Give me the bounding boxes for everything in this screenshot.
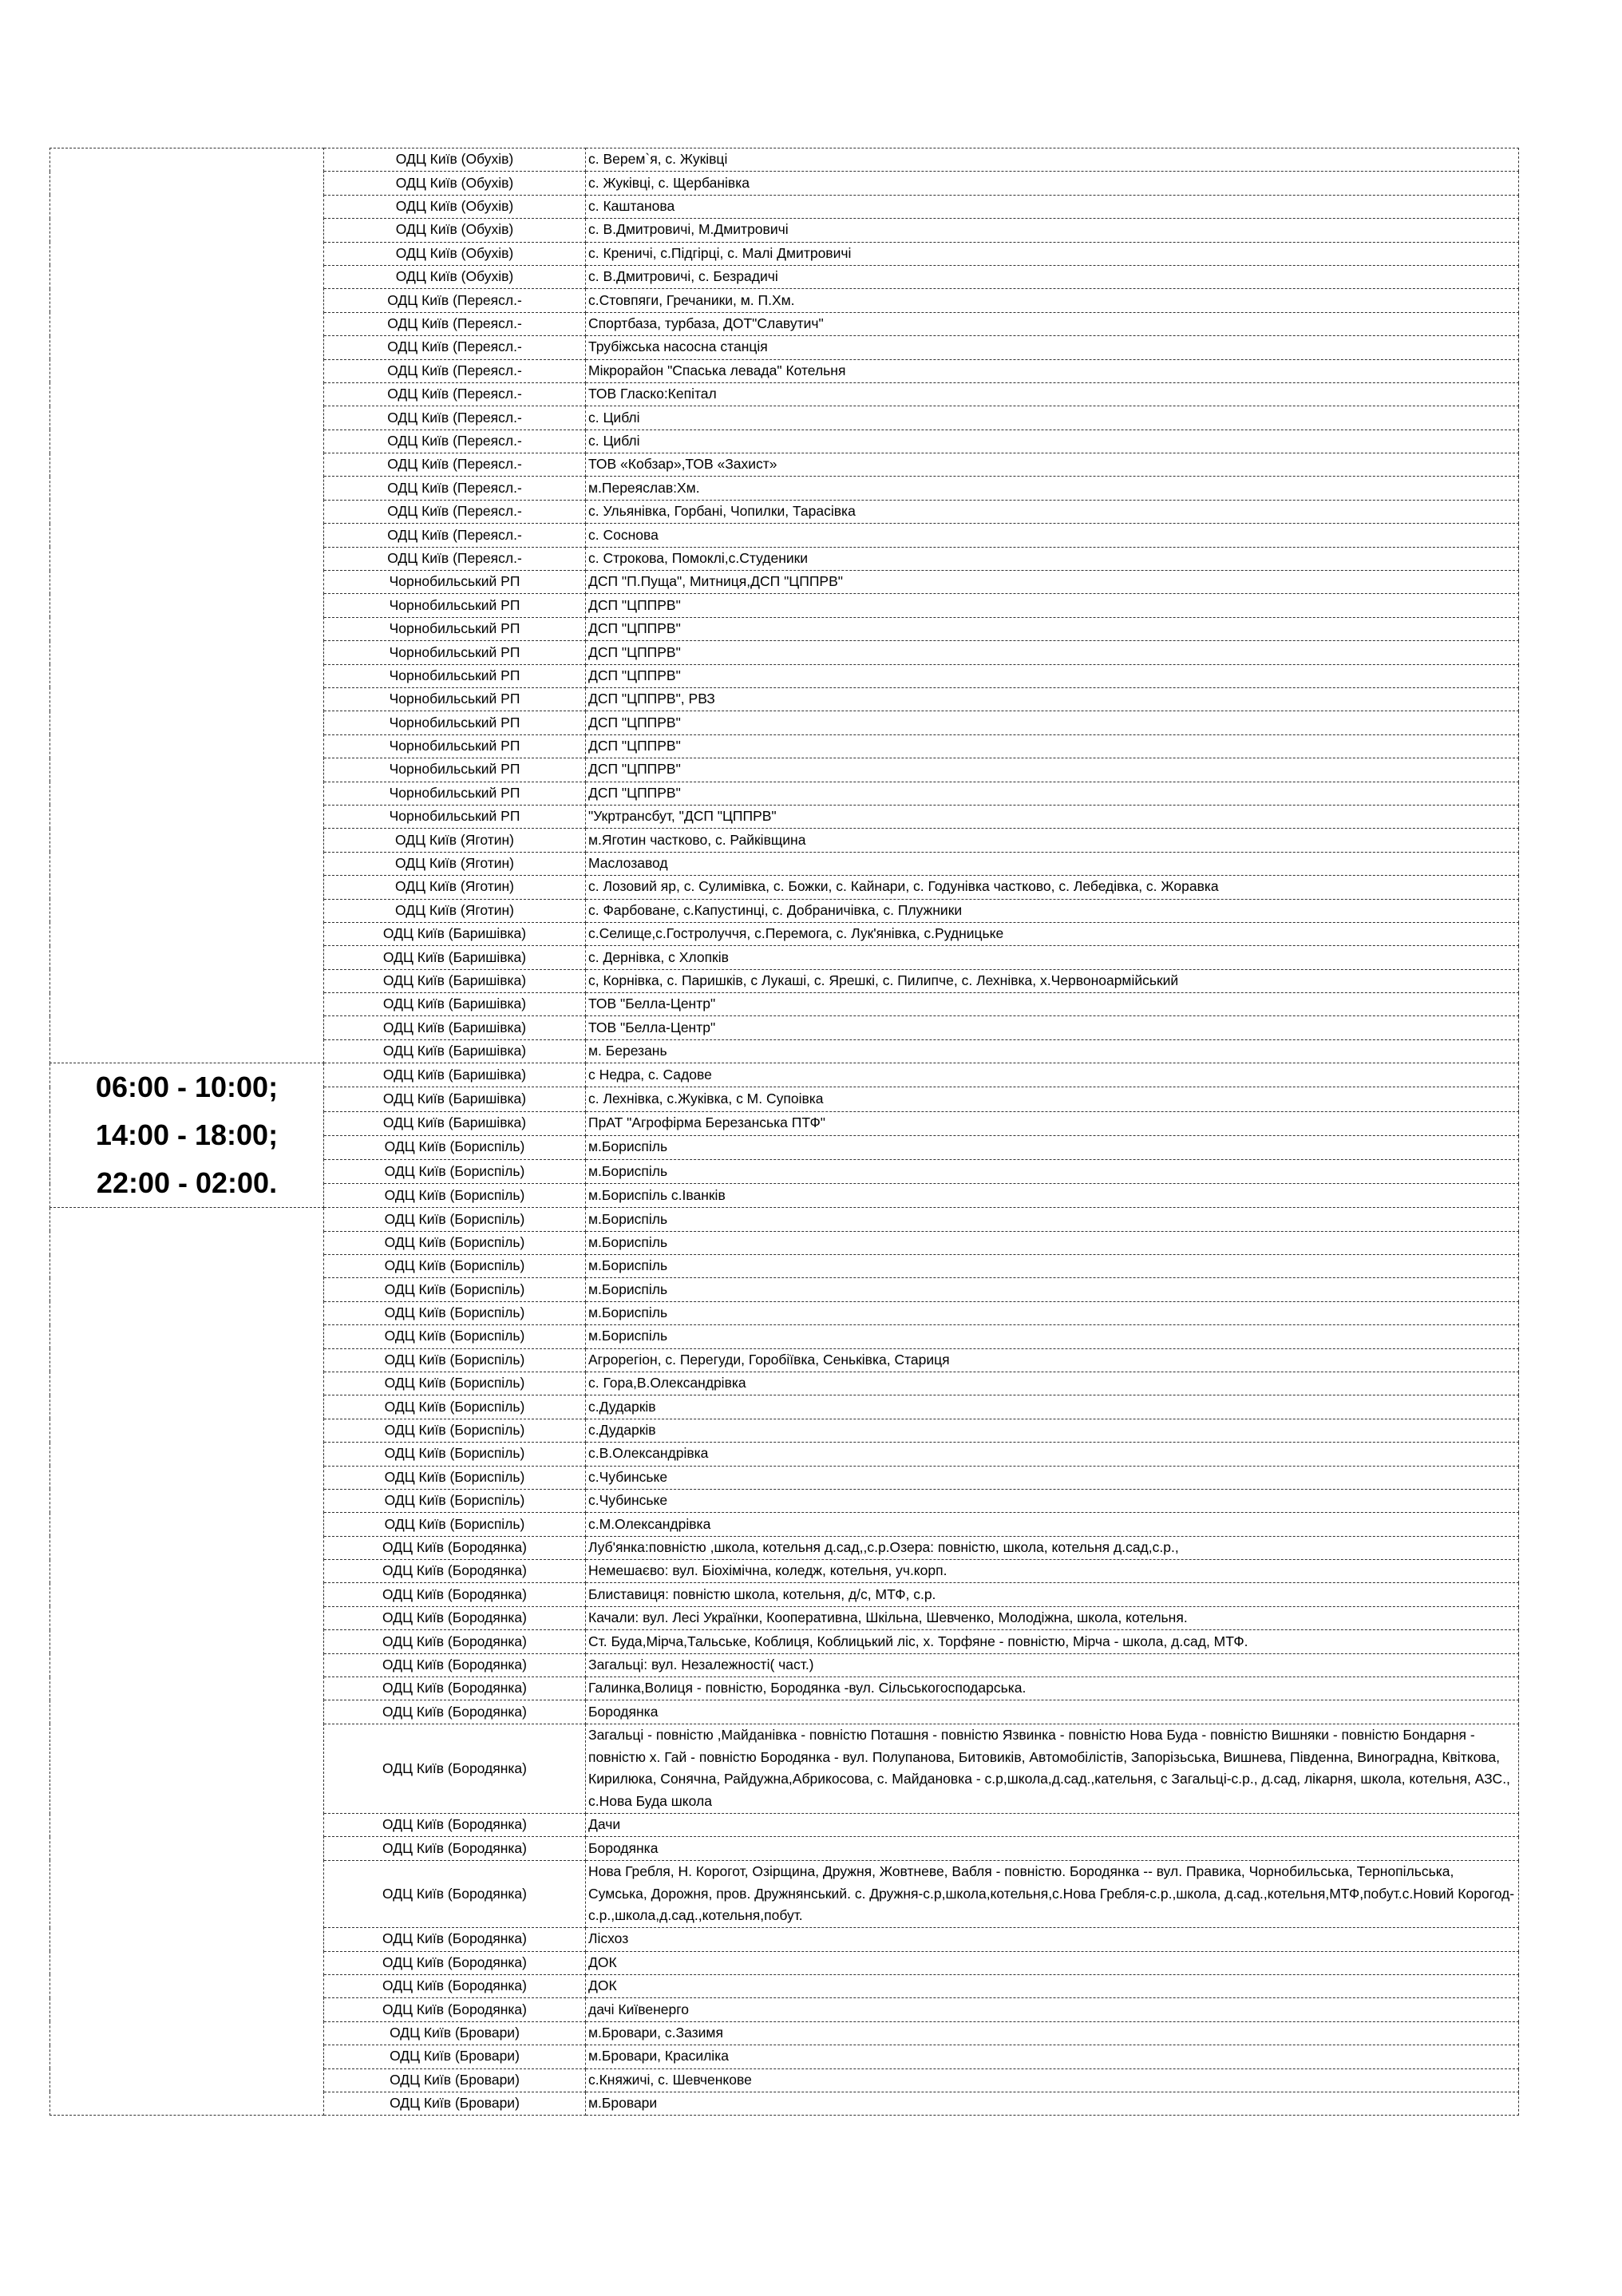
area-cell: с. Соснова bbox=[586, 524, 1519, 547]
area-cell: с.Дударків bbox=[586, 1395, 1519, 1419]
operator-cell: ОДЦ Київ (Переясл.- bbox=[324, 406, 586, 430]
area-cell: м.Бориспіль bbox=[586, 1231, 1519, 1254]
time-slot-blank-cell bbox=[50, 148, 324, 1063]
area-cell: с. Циблі bbox=[586, 430, 1519, 453]
area-cell: Галинка,Волиця - повністю, Бородянка -вул. Сільськогосподарська. bbox=[586, 1677, 1519, 1700]
operator-cell: ОДЦ Київ (Бородянка) bbox=[324, 1724, 586, 1813]
operator-cell: ОДЦ Київ (Баришівка) bbox=[324, 922, 586, 945]
operator-cell: ОДЦ Київ (Переясл.- bbox=[324, 289, 586, 312]
area-cell: с. Лозовий яр, с. Сулимівка, с. Божки, с. Кайнари, с. Годунівка частково, с. Лебедівка, с. Жоравка bbox=[586, 876, 1519, 899]
operator-cell: ОДЦ Київ (Бориспіль) bbox=[324, 1135, 586, 1159]
area-cell: Бородянка bbox=[586, 1837, 1519, 1860]
area-cell: с Недра, с. Садове bbox=[586, 1063, 1519, 1087]
area-cell: с.Княжичі, с. Шевченкове bbox=[586, 2068, 1519, 2092]
operator-cell: ОДЦ Київ (Переясл.- bbox=[324, 524, 586, 547]
operator-cell: ОДЦ Київ (Баришівка) bbox=[324, 993, 586, 1016]
operator-cell: ОДЦ Київ (Переясл.- bbox=[324, 312, 586, 335]
area-cell: ДСП "ЦППРВ" bbox=[586, 664, 1519, 687]
time-slot: 06:00 - 10:00; bbox=[95, 1071, 279, 1104]
area-cell: с. Креничі, с.Підгірці, с. Малі Дмитровичі bbox=[586, 242, 1519, 265]
operator-cell: ОДЦ Київ (Переясл.- bbox=[324, 430, 586, 453]
area-cell: м.Бровари bbox=[586, 2092, 1519, 2115]
operator-cell: ОДЦ Київ (Баришівка) bbox=[324, 1039, 586, 1063]
area-cell: Спортбаза, турбаза, ДОТ"Славутич" bbox=[586, 312, 1519, 335]
area-cell: с.Чубинське bbox=[586, 1489, 1519, 1512]
area-cell: ПрАТ "Агрофірма Березанська ПТФ" bbox=[586, 1111, 1519, 1135]
area-cell: м.Бровари, с.Зазимя bbox=[586, 2021, 1519, 2045]
operator-cell: ОДЦ Київ (Бориспіль) bbox=[324, 1301, 586, 1324]
area-cell: ДСП "П.Пуща", Митниця,ДСП "ЦППРВ" bbox=[586, 571, 1519, 594]
operator-cell: Чорнобильський РП bbox=[324, 594, 586, 617]
operator-cell: ОДЦ Київ (Бородянка) bbox=[324, 1837, 586, 1860]
area-cell: с.В.Олександрівка bbox=[586, 1443, 1519, 1466]
operator-cell: ОДЦ Київ (Бородянка) bbox=[324, 1653, 586, 1676]
time-slot: 22:00 - 02:00. bbox=[96, 1166, 278, 1200]
time-slot-cell bbox=[50, 1063, 324, 1208]
operator-cell: Чорнобильський РП bbox=[324, 758, 586, 782]
area-cell: Загальці: вул. Незалежності( част.) bbox=[586, 1653, 1519, 1676]
area-cell: с.Дударків bbox=[586, 1419, 1519, 1442]
operator-cell: ОДЦ Київ (Переясл.- bbox=[324, 453, 586, 477]
operator-cell: ОДЦ Київ (Бориспіль) bbox=[324, 1466, 586, 1489]
area-cell: м.Бориспіль bbox=[586, 1278, 1519, 1301]
schedule-body bbox=[50, 148, 1519, 2116]
operator-cell: ОДЦ Київ (Бориспіль) bbox=[324, 1278, 586, 1301]
area-cell: Немешаєво: вул. Біохімічна, коледж, котельня, уч.корп. bbox=[586, 1560, 1519, 1583]
operator-cell: ОДЦ Київ (Бориспіль) bbox=[324, 1419, 586, 1442]
area-cell: Маслозавод bbox=[586, 852, 1519, 875]
area-cell: ДСП "ЦППРВ", РВЗ bbox=[586, 687, 1519, 711]
operator-cell: Чорнобильський РП bbox=[324, 687, 586, 711]
area-cell: ТОВ «Кобзар»,ТОВ «Захист» bbox=[586, 453, 1519, 477]
operator-cell: ОДЦ Київ (Бородянка) bbox=[324, 1583, 586, 1606]
operator-cell: ОДЦ Київ (Яготин) bbox=[324, 829, 586, 852]
operator-cell: ОДЦ Київ (Баришівка) bbox=[324, 1111, 586, 1135]
operator-cell: ОДЦ Київ (Баришівка) bbox=[324, 1087, 586, 1111]
area-cell: с. Гора,В.Олександрівка bbox=[586, 1372, 1519, 1395]
area-cell: ДСП "ЦППРВ" bbox=[586, 617, 1519, 640]
operator-cell: ОДЦ Київ (Переясл.- bbox=[324, 336, 586, 359]
area-cell: ДОК bbox=[586, 1951, 1519, 1974]
area-cell: Мікрорайон "Спаська левада" Котельня bbox=[586, 359, 1519, 382]
operator-cell: Чорнобильський РП bbox=[324, 782, 586, 805]
area-cell: ДСП "ЦППРВ" bbox=[586, 758, 1519, 782]
area-cell: Луб'янка:повністю ,школа, котельня д.сад,,с.р.Озера: повністю, школа, котельня д.сад,с.р., bbox=[586, 1536, 1519, 1559]
operator-cell: ОДЦ Київ (Бориспіль) bbox=[324, 1231, 586, 1254]
area-cell: с. Ульянівка, Горбані, Чопилки, Тарасівка bbox=[586, 500, 1519, 523]
schedule-row bbox=[50, 148, 1519, 172]
operator-cell: ОДЦ Київ (Обухів) bbox=[324, 172, 586, 195]
time-slot-blank-cell bbox=[50, 1208, 324, 2116]
operator-cell: ОДЦ Київ (Переясл.- bbox=[324, 359, 586, 382]
area-cell: с. Строкова, Помоклі,с.Студеники bbox=[586, 547, 1519, 570]
area-cell: Лісхоз bbox=[586, 1928, 1519, 1951]
area-cell: с. В.Дмитровичі, М.Дмитровичі bbox=[586, 219, 1519, 242]
operator-cell: ОДЦ Київ (Баришівка) bbox=[324, 969, 586, 992]
area-cell: с. Лехнівка, с.Жуківка, с М. Супоівка bbox=[586, 1087, 1519, 1111]
operator-cell: ОДЦ Київ (Баришівка) bbox=[324, 1016, 586, 1039]
operator-cell: ОДЦ Київ (Яготин) bbox=[324, 899, 586, 922]
operator-cell: ОДЦ Київ (Бориспіль) bbox=[324, 1395, 586, 1419]
area-cell: м.Бориспіль bbox=[586, 1208, 1519, 1231]
area-cell: м.Бориспіль bbox=[586, 1301, 1519, 1324]
area-cell: м.Бровари, Красиліка bbox=[586, 2045, 1519, 2068]
operator-cell: ОДЦ Київ (Яготин) bbox=[324, 876, 586, 899]
operator-cell: ОДЦ Київ (Баришівка) bbox=[324, 946, 586, 969]
area-cell: ДСП "ЦППРВ" bbox=[586, 711, 1519, 734]
operator-cell: ОДЦ Київ (Бородянка) bbox=[324, 1606, 586, 1629]
area-cell: с.Стовпяги, Гречаники, м. П.Хм. bbox=[586, 289, 1519, 312]
area-cell: Блиставиця: повністю школа, котельня, д/с, МТФ, с.р. bbox=[586, 1583, 1519, 1606]
operator-cell: ОДЦ Київ (Бородянка) bbox=[324, 1700, 586, 1724]
operator-cell: ОДЦ Київ (Бориспіль) bbox=[324, 1372, 586, 1395]
operator-cell: ОДЦ Київ (Бородянка) bbox=[324, 1814, 586, 1837]
area-cell: ТОВ Гласко:Кепітал bbox=[586, 382, 1519, 406]
operator-cell: Чорнобильський РП bbox=[324, 711, 586, 734]
area-cell: м.Бориспіль bbox=[586, 1135, 1519, 1159]
area-cell: Дачи bbox=[586, 1814, 1519, 1837]
operator-cell: Чорнобильський РП bbox=[324, 641, 586, 664]
area-cell: Нова Гребля, Н. Корогот, Озірщина, Дружня, Жовтневе, Вабля - повністю. Бородянка -- вул. Правика, Чорнобильська, Тернопільська, Сумська, Дорожня, пров. Дружнянський. с. Дружня-с.р,школа,котельня,с.Нова Гребля-с.р.,школа, д.сад.,котельня,МТФ,побут.с.Новий Корогод-с.р.,школа,д.сад.,котельня,побут. bbox=[586, 1860, 1519, 1927]
operator-cell: ОДЦ Київ (Бородянка) bbox=[324, 1998, 586, 2021]
operator-cell: ОДЦ Київ (Переясл.- bbox=[324, 500, 586, 523]
operator-cell: ОДЦ Київ (Бориспіль) bbox=[324, 1489, 586, 1512]
area-cell: ДСП "ЦППРВ" bbox=[586, 641, 1519, 664]
operator-cell: ОДЦ Київ (Бородянка) bbox=[324, 1630, 586, 1653]
operator-cell: ОДЦ Київ (Бориспіль) bbox=[324, 1159, 586, 1183]
time-slot: 14:00 - 18:00; bbox=[95, 1118, 279, 1152]
operator-cell: ОДЦ Київ (Переясл.- bbox=[324, 382, 586, 406]
area-cell: м.Яготин частково, с. Райківщина bbox=[586, 829, 1519, 852]
operator-cell: ОДЦ Київ (Бориспіль) bbox=[324, 1255, 586, 1278]
operator-cell: ОДЦ Київ (Бровари) bbox=[324, 2045, 586, 2068]
area-cell: м.Бориспіль bbox=[586, 1159, 1519, 1183]
area-cell: м.Бориспіль bbox=[586, 1255, 1519, 1278]
operator-cell: ОДЦ Київ (Обухів) bbox=[324, 265, 586, 288]
operator-cell: Чорнобильський РП bbox=[324, 664, 586, 687]
operator-cell: ОДЦ Київ (Бориспіль) bbox=[324, 1325, 586, 1348]
area-cell: Трубіжська насосна станція bbox=[586, 336, 1519, 359]
area-cell: с.Селище,с.Гостролуччя, с.Перемога, с. Лук'янівка, с.Рудницьке bbox=[586, 922, 1519, 945]
operator-cell: Чорнобильський РП bbox=[324, 805, 586, 828]
area-cell: "Укртрансбут, "ДСП "ЦППРВ" bbox=[586, 805, 1519, 828]
operator-cell: ОДЦ Київ (Бородянка) bbox=[324, 1928, 586, 1951]
area-cell: Загальці - повністю ,Майданівка - повністю Поташня - повністю Язвинка - повністю Нова Буда - повністю Вишняки - повністю Бондарня - повністю х. Гай - повністю Бородянка - вул. Полупанова, Битовиків, Автомобілістів, Запорізьська, Вишнева, Південна, Виноградна, Квіткова, Кирилюка, Сонячна, Райдужна,Абрикосова, с. Майдановка - с.р,школа,д.сад.,кательня, с Загальці-с.р., д.сад, лікарня, школа, котельня, АЗС., с.Нова Буда школа bbox=[586, 1724, 1519, 1813]
operator-cell: ОДЦ Київ (Бородянка) bbox=[324, 1677, 586, 1700]
operator-cell: ОДЦ Київ (Бориспіль) bbox=[324, 1513, 586, 1536]
area-cell: с. В.Дмитровичі, с. Безрадичі bbox=[586, 265, 1519, 288]
operator-cell: ОДЦ Київ (Бородянка) bbox=[324, 1860, 586, 1927]
area-cell: м. Березань bbox=[586, 1039, 1519, 1063]
operator-cell: ОДЦ Київ (Баришівка) bbox=[324, 1063, 586, 1087]
area-cell: м.Переяслав:Хм. bbox=[586, 477, 1519, 500]
area-cell: Ст. Буда,Мірча,Тальське, Коблиця, Коблицький ліс, х. Торфяне - повністю, Мірча - школа, д.сад, МТФ. bbox=[586, 1630, 1519, 1653]
area-cell: с.Чубинське bbox=[586, 1466, 1519, 1489]
operator-cell: ОДЦ Київ (Бориспіль) bbox=[324, 1184, 586, 1208]
operator-cell: ОДЦ Київ (Обухів) bbox=[324, 148, 586, 172]
operator-cell: ОДЦ Київ (Обухів) bbox=[324, 242, 586, 265]
operator-cell: ОДЦ Київ (Бориспіль) bbox=[324, 1208, 586, 1231]
operator-cell: ОДЦ Київ (Бородянка) bbox=[324, 1560, 586, 1583]
area-cell: Качали: вул. Лесі Українки, Кооперативна, Шкільна, Шевченко, Молодіжна, школа, котельня. bbox=[586, 1606, 1519, 1629]
area-cell: м.Бориспіль с.Іванків bbox=[586, 1184, 1519, 1208]
operator-cell: Чорнобильський РП bbox=[324, 734, 586, 758]
area-cell: с. Каштанова bbox=[586, 195, 1519, 218]
operator-cell: ОДЦ Київ (Бородянка) bbox=[324, 1536, 586, 1559]
operator-cell: ОДЦ Київ (Обухів) bbox=[324, 219, 586, 242]
outage-schedule-table bbox=[49, 148, 1519, 2116]
area-cell: ТОВ "Белла-Центр" bbox=[586, 1016, 1519, 1039]
area-cell: с, Корнівка, с. Паришків, с Лукаші, с. Ярешкі, с. Пилипче, с. Лехнівка, х.Червоноармійський bbox=[586, 969, 1519, 992]
area-cell: с. Фарбоване, с.Капустинці, с. Добраничівка, с. Плужники bbox=[586, 899, 1519, 922]
area-cell: Бородянка bbox=[586, 1700, 1519, 1724]
area-cell: с. Верем`я, с. Жуківці bbox=[586, 148, 1519, 172]
area-cell: с.М.Олександрівка bbox=[586, 1513, 1519, 1536]
area-cell: ДСП "ЦППРВ" bbox=[586, 734, 1519, 758]
area-cell: с. Циблі bbox=[586, 406, 1519, 430]
area-cell: с. Жуківці, с. Щербанівка bbox=[586, 172, 1519, 195]
operator-cell: ОДЦ Київ (Бориспіль) bbox=[324, 1348, 586, 1372]
operator-cell: ОДЦ Київ (Переясл.- bbox=[324, 547, 586, 570]
operator-cell: ОДЦ Київ (Бородянка) bbox=[324, 1974, 586, 1997]
operator-cell: Чорнобильський РП bbox=[324, 571, 586, 594]
area-cell: ДСП "ЦППРВ" bbox=[586, 782, 1519, 805]
operator-cell: Чорнобильський РП bbox=[324, 617, 586, 640]
area-cell: дачі Київенерго bbox=[586, 1998, 1519, 2021]
schedule-row bbox=[50, 1063, 1519, 1087]
operator-cell: ОДЦ Київ (Бородянка) bbox=[324, 1951, 586, 1974]
operator-cell: ОДЦ Київ (Бровари) bbox=[324, 2068, 586, 2092]
operator-cell: ОДЦ Київ (Бровари) bbox=[324, 2021, 586, 2045]
area-cell: ДОК bbox=[586, 1974, 1519, 1997]
area-cell: с. Дернівка, с Хлопків bbox=[586, 946, 1519, 969]
schedule-row bbox=[50, 1208, 1519, 1231]
operator-cell: ОДЦ Київ (Обухів) bbox=[324, 195, 586, 218]
area-cell: Агрорегіон, с. Перегуди, Горобіївка, Сеньківка, Стариця bbox=[586, 1348, 1519, 1372]
operator-cell: ОДЦ Київ (Бровари) bbox=[324, 2092, 586, 2115]
area-cell: ДСП "ЦППРВ" bbox=[586, 594, 1519, 617]
area-cell: ТОВ "Белла-Центр" bbox=[586, 993, 1519, 1016]
operator-cell: ОДЦ Київ (Яготин) bbox=[324, 852, 586, 875]
operator-cell: ОДЦ Київ (Бориспіль) bbox=[324, 1443, 586, 1466]
area-cell: м.Бориспіль bbox=[586, 1325, 1519, 1348]
operator-cell: ОДЦ Київ (Переясл.- bbox=[324, 477, 586, 500]
